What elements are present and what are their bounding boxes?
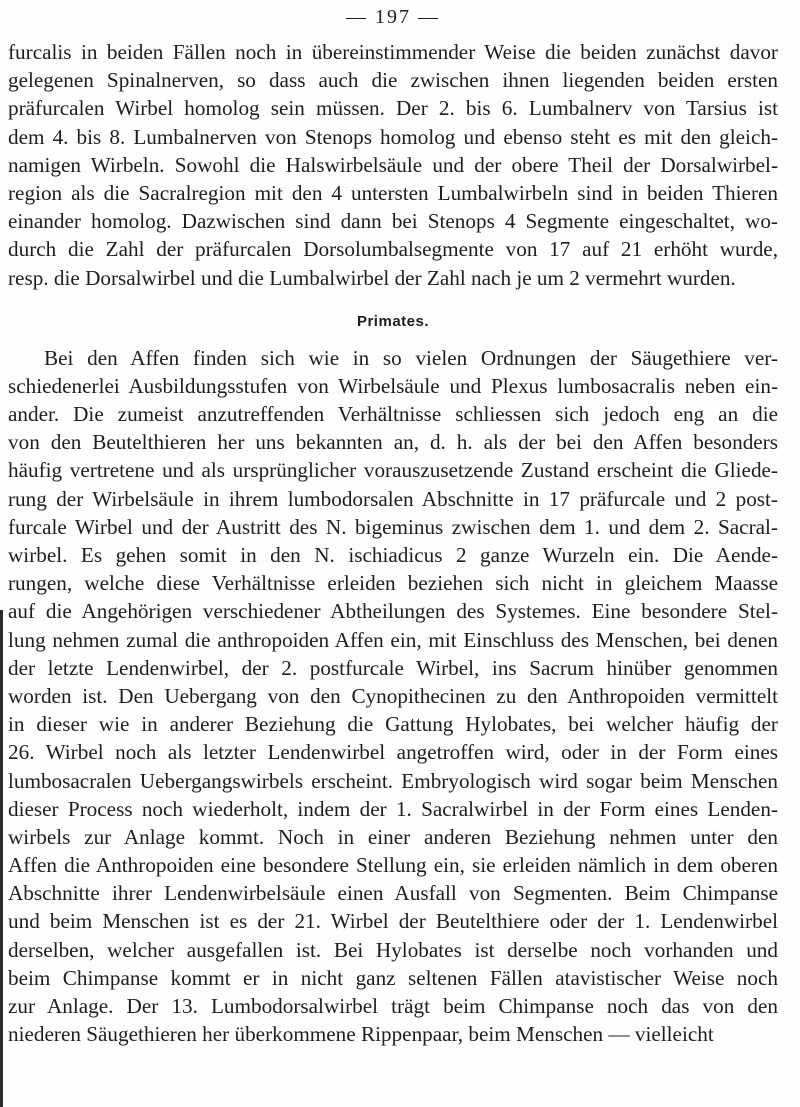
text-line: zur Anlage. Der 13. Lumbodorsalwirbel trägt beim Chimpanse noch das von den xyxy=(8,994,778,1018)
text-line: ander. Die zumeist anzutreffenden Verhältnisse schliessen sich jedoch eng an die xyxy=(8,402,778,427)
text-line: 26. Wirbel noch als letzter Lendenwirbel angetroffen wird, oder in der Form eines xyxy=(8,740,778,765)
text-line: und beim Menschen ist es der 21. Wirbel der Beutelthiere oder der 1. Lendenwirbel xyxy=(8,909,778,934)
text-line: Affen die Anthropoiden eine besondere Stellung ein, sie erleiden nämlich in dem oberen xyxy=(8,853,778,878)
section-heading-primates: Primates. xyxy=(356,312,430,330)
text-line: furcalis in beiden Fällen noch in übereinstimmender Weise die beiden zunächst davor xyxy=(8,40,778,64)
text-line: dem 4. bis 8. Lumbalnerven von Stenops homolog und ebenso steht es mit den gleich- xyxy=(8,124,778,149)
book-page xyxy=(8,6,778,1048)
text-line: wirbels zur Anlage kommt. Noch in einer anderen Beziehung nehmen unter den xyxy=(8,824,778,849)
text-line: resp. die Dorsalwirbel und die Lumbalwirbel der Zahl nach je um 2 vermehrt wurden. xyxy=(8,265,736,290)
text-line: niederen Säugethieren her überkommene Rippenpaar, beim Menschen — vielleicht xyxy=(8,1022,714,1047)
text-line: wirbel. Es gehen somit in den N. ischiadicus 2 ganze Wurzeln ein. Die Aende- xyxy=(8,543,778,567)
text-line: Bei den Affen finden sich wie in so vielen Ordnungen der Säugethiere ver- xyxy=(44,345,778,370)
text-line: von den Beutelthieren her uns bekannten an, d. h. als der bei den Affen besonders xyxy=(8,430,778,455)
text-line: präfurcalen Wirbel homolog sein müssen. Der 2. bis 6. Lumbalnerv von Tarsius ist xyxy=(8,96,778,121)
page-edge-shadow xyxy=(0,610,3,1107)
text-line: durch die Zahl der präfurcalen Dorsolumbalsegmente von 17 auf 21 erhöht wurde, xyxy=(8,237,778,262)
text-line: rung der Wirbelsäule in ihrem lumbodorsalen Abschnitte in 17 präfurcale und 2 post- xyxy=(8,486,778,511)
text-line: schiedenerlei Ausbildungsstufen von Wirbelsäule und Plexus lumbosacralis neben ein- xyxy=(8,373,778,398)
text-line: in dieser wie in anderer Beziehung die Gattung Hylobates, bei welcher häufig der xyxy=(8,712,778,737)
text-line: häufig vertretene und als ursprünglicher vorauszusetzende Zustand erscheint die Gliede- xyxy=(8,458,778,483)
text-line: der letzte Lendenwirbel, der 2. postfurcale Wirbel, ins Sacrum hinüber genommen xyxy=(8,655,778,680)
text-line: derselben, welcher ausgefallen ist. Bei Hylobates ist derselbe noch vorhanden und xyxy=(8,937,778,962)
text-line: gelegenen Spinalnerven, so dass auch die zwischen ihnen liegenden beiden ersten xyxy=(8,68,778,93)
text-line: einander homolog. Dazwischen sind dann bei Stenops 4 Segmente eingeschaltet, wo- xyxy=(8,209,778,234)
paragraph-continuation xyxy=(8,38,778,292)
text-line: region als die Sacralregion mit den 4 untersten Lumbalwirbeln sind in beiden Thieren xyxy=(8,180,778,205)
paragraph-primates xyxy=(8,344,778,1049)
text-line: auf die Angehörigen verschiedener Abtheilungen des Systemes. Eine besondere Stel- xyxy=(8,599,778,624)
text-line: worden ist. Den Uebergang von den Cynopithecinen zu den Anthropoiden vermittelt xyxy=(8,683,778,708)
text-line: rungen, welche diese Verhältnisse erleiden beziehen sich nicht in gleichem Maasse xyxy=(8,571,778,596)
text-line: beim Chimpanse kommt er in nicht ganz seltenen Fällen atavistischer Weise noch xyxy=(8,965,778,990)
text-line: furcale Wirbel und der Austritt des N. bigeminus zwischen dem 1. und dem 2. Sacral- xyxy=(8,514,778,539)
page-number: — 197 — xyxy=(346,6,440,28)
text-line: lung nehmen zumal die anthropoiden Affen ein, mit Einschluss des Menschen, bei denen xyxy=(8,627,778,652)
text-line: Abschnitte ihrer Lendenwirbelsäule einen Ausfall von Segmenten. Beim Chimpanse xyxy=(8,881,778,906)
text-line: lumbosacralen Uebergangswirbels erscheint. Embryologisch wird sogar beim Menschen xyxy=(8,768,778,793)
text-line: namigen Wirbeln. Sowohl die Halswirbelsäule und der obere Theil der Dorsalwirbel- xyxy=(8,152,778,177)
text-line: dieser Process noch wiederholt, indem der 1. Sacralwirbel in der Form eines Lenden- xyxy=(8,796,778,821)
